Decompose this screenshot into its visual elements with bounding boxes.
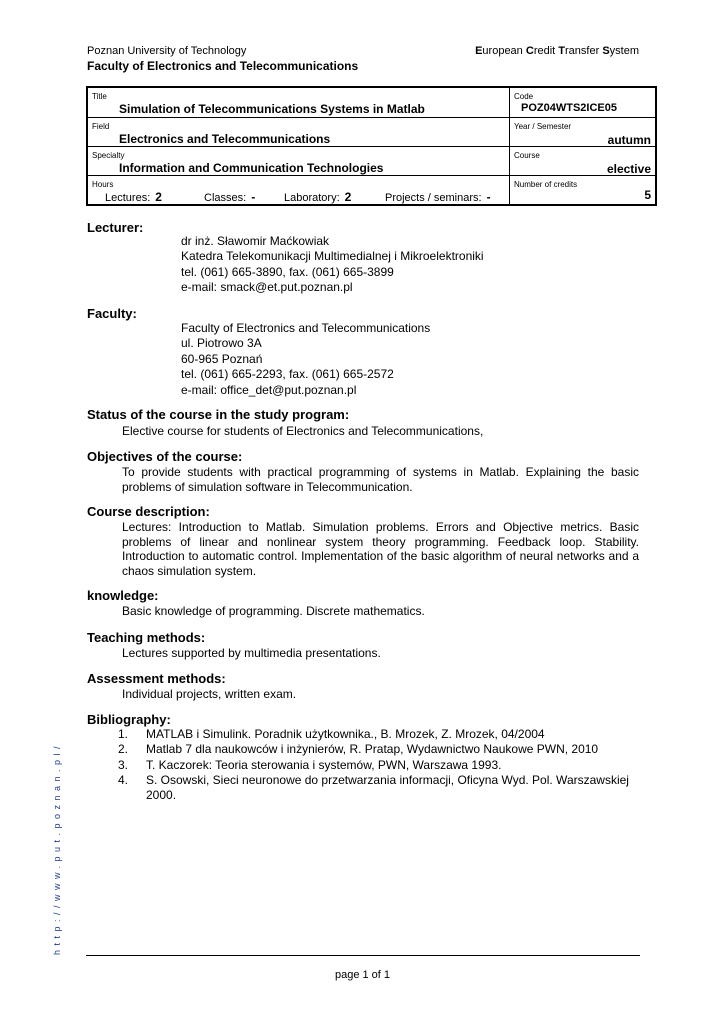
document-header-left bbox=[87, 44, 358, 73]
title-label: Title bbox=[92, 92, 107, 101]
faculty-block bbox=[181, 321, 430, 398]
list-item-text: Matlab 7 dla naukowców i inżynierów, R. Pratap, Wydawnictwo Naukowe PWN, 2010 bbox=[146, 742, 599, 757]
hours-breakdown bbox=[105, 190, 491, 205]
course-info-table bbox=[86, 86, 657, 206]
projects-label: Projects / seminars: bbox=[385, 192, 482, 204]
list-item-text: MATLAB i Simulink. Poradnik użytkownika., B. Mrozek, Z. Mrozek, 04/2004 bbox=[146, 727, 545, 741]
field-row bbox=[88, 117, 655, 146]
lecturer-name: dr inż. Sławomir Maćkowiak bbox=[181, 234, 330, 248]
title-cell bbox=[88, 88, 510, 117]
footer-divider bbox=[86, 955, 640, 956]
ects-word-e: uropean bbox=[482, 45, 526, 57]
list-item-number: 4. bbox=[118, 772, 129, 787]
lectures-hours bbox=[105, 190, 204, 205]
lecturer-email: e-mail: smack@et.put.poznan.pl bbox=[181, 280, 353, 295]
faculty-email: e-mail: office_det@put.poznan.pl bbox=[181, 382, 357, 397]
course-type-cell bbox=[510, 147, 655, 175]
field-label: Field bbox=[92, 122, 110, 131]
description-text: Lectures: Introduction to Matlab. Simulation problems. Errors and Objective metrics. Basic problems of linear and nonlinear system theory programming. Feedback loop. Stability. Introduction to automatic control. Implementation of the basic algorithm of neural networks and a chaos simulation system. bbox=[122, 520, 639, 578]
lecturer-heading: Lecturer: bbox=[87, 220, 144, 235]
credits-cell bbox=[510, 176, 655, 204]
ects-word-t: ransfer bbox=[565, 45, 603, 57]
side-url-link[interactable]: http://www.put.poznan.pl/ bbox=[52, 741, 62, 955]
bibliography-list bbox=[118, 727, 639, 803]
status-heading: Status of the course in the study program: bbox=[87, 407, 350, 422]
laboratory-value: 2 bbox=[344, 190, 352, 204]
code-cell bbox=[510, 88, 655, 117]
status-text: Elective course for students of Electronics and Telecommunications, bbox=[122, 424, 484, 438]
laboratory-hours bbox=[284, 190, 385, 205]
faculty-phone: tel. (061) 665-2293, fax. (061) 665-2572 bbox=[181, 367, 394, 382]
objectives-text: To provide students with practical programming of systems in Matlab. Explaining the basic problems of simulation software in Telecommunication. bbox=[122, 465, 639, 494]
page-number: page 1 of 1 bbox=[334, 969, 391, 981]
classes-hours bbox=[204, 190, 284, 205]
field-value: Electronics and Telecommunications bbox=[119, 132, 331, 146]
title-row bbox=[88, 88, 655, 117]
objectives-heading: Objectives of the course: bbox=[87, 449, 243, 464]
course-title: Simulation of Telecommunications Systems in Matlab bbox=[119, 102, 425, 116]
field-cell bbox=[88, 118, 510, 146]
course-code: POZ04WTS2ICE05 bbox=[521, 102, 617, 114]
specialty-row bbox=[88, 146, 655, 175]
lecturer-phone: tel. (061) 665-3890, fax. (061) 665-3899 bbox=[181, 264, 394, 279]
specialty-label: Specialty bbox=[92, 151, 125, 160]
classes-label: Classes: bbox=[204, 192, 247, 204]
credits-label: Number of credits bbox=[514, 180, 578, 189]
faculty-full-name: Faculty of Electronics and Telecommunications bbox=[181, 321, 431, 335]
course-type-value: elective bbox=[606, 162, 651, 176]
ects-word-c: redit bbox=[533, 45, 559, 57]
teaching-text: Lectures supported by multimedia presentations. bbox=[122, 646, 381, 660]
lectures-label: Lectures: bbox=[105, 192, 151, 204]
knowledge-text: Basic knowledge of programming. Discrete mathematics. bbox=[122, 604, 425, 618]
university-name: Poznan University of Technology bbox=[87, 45, 247, 57]
specialty-cell bbox=[88, 147, 510, 175]
faculty-street: ul. Piotrowo 3A bbox=[181, 336, 262, 351]
ects-letter-e: E bbox=[475, 45, 483, 57]
list-item-text: S. Osowski, Sieci neuronowe do przetwarzania informacji, Oficyna Wyd. Pol. Warszawskiej 2000. bbox=[146, 772, 629, 803]
ects-word-s: ystem bbox=[609, 45, 639, 57]
teaching-heading: Teaching methods: bbox=[87, 630, 206, 645]
list-item bbox=[118, 742, 639, 757]
ects-letter-c: C bbox=[525, 45, 534, 57]
laboratory-label: Laboratory: bbox=[284, 192, 340, 204]
list-item-number: 1. bbox=[118, 727, 129, 741]
faculty-city: 60-965 Poznań bbox=[181, 351, 263, 366]
knowledge-heading: knowledge: bbox=[87, 588, 159, 603]
hours-cell bbox=[88, 176, 510, 204]
credits-value: 5 bbox=[644, 188, 651, 202]
faculty-name: Faculty of Electronics and Telecommunications bbox=[87, 59, 359, 73]
hours-row bbox=[88, 175, 655, 204]
list-item bbox=[118, 727, 639, 742]
list-item bbox=[118, 758, 639, 773]
lectures-value: 2 bbox=[155, 190, 162, 204]
year-value: autumn bbox=[607, 133, 651, 147]
specialty-value: Information and Communication Technologies bbox=[119, 161, 384, 175]
list-item-number: 3. bbox=[118, 757, 129, 772]
projects-value: - bbox=[486, 190, 491, 204]
code-label: Code bbox=[514, 92, 534, 101]
year-cell bbox=[510, 118, 655, 146]
year-label: Year / Semester bbox=[514, 122, 572, 131]
ects-label bbox=[475, 44, 639, 58]
description-heading: Course description: bbox=[87, 504, 210, 519]
assessment-heading: Assessment methods: bbox=[87, 671, 226, 686]
course-type-label: Course bbox=[514, 151, 540, 160]
list-item-text: T. Kaczorek: Teoria sterowania i systemów, PWN, Warszawa 1993. bbox=[146, 757, 502, 772]
assessment-text: Individual projects, written exam. bbox=[122, 687, 297, 701]
list-item bbox=[118, 773, 639, 804]
bibliography-heading: Bibliography: bbox=[87, 712, 171, 727]
list-item-number: 2. bbox=[118, 742, 129, 757]
lecturer-block bbox=[181, 234, 484, 296]
ects-letter-t: T bbox=[558, 45, 566, 57]
lecturer-department: Katedra Telekomunikacji Multimedialnej i Mikroelektroniki bbox=[181, 249, 484, 264]
hours-label: Hours bbox=[92, 180, 114, 189]
classes-value: - bbox=[251, 190, 256, 204]
faculty-heading: Faculty: bbox=[87, 306, 137, 321]
projects-hours bbox=[385, 190, 491, 205]
ects-letter-s: S bbox=[602, 45, 610, 57]
